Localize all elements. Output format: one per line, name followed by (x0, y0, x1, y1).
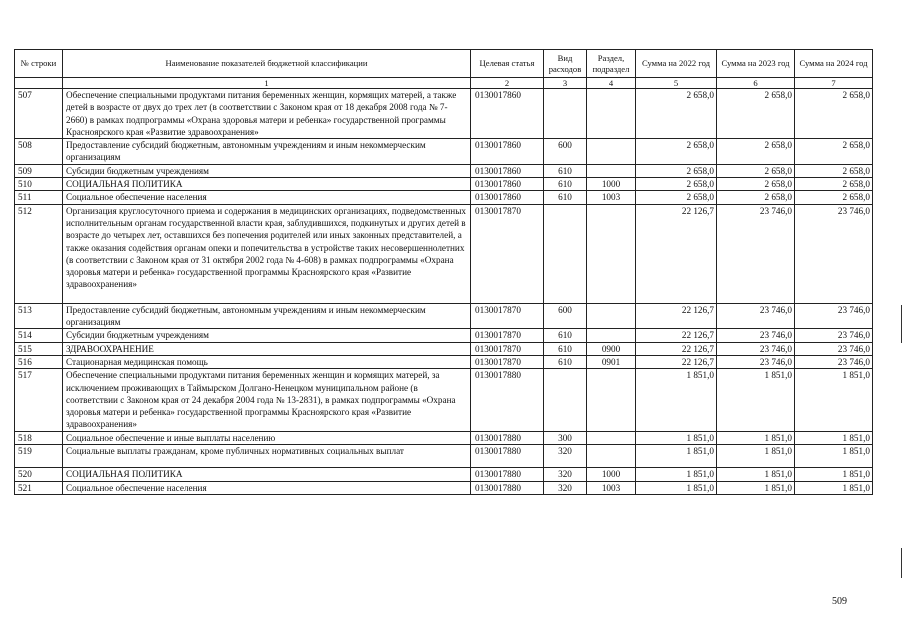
expense-type: 300 (544, 431, 587, 444)
table-row (15, 178, 873, 191)
sum-2024: 1 851,0 (795, 481, 873, 494)
sum-2024: 2 658,0 (795, 89, 873, 139)
table-row (15, 445, 873, 468)
sum-2024: 1 851,0 (795, 431, 873, 444)
row-number: 516 (15, 355, 63, 368)
sum-2024: 1 851,0 (795, 468, 873, 481)
table-body (15, 89, 873, 495)
expense-type: 610 (544, 164, 587, 177)
header-indicator-name: Наименование показателей бюджетной классификации (63, 50, 471, 78)
sum-2022: 1 851,0 (636, 431, 717, 444)
target-article: 0130017860 (471, 89, 544, 139)
header-sum-2022: Сумма на 2022 год (636, 50, 717, 78)
target-article: 0130017870 (471, 204, 544, 303)
column-number: 5 (636, 78, 717, 89)
sum-2023: 2 658,0 (717, 164, 795, 177)
sum-2022: 2 658,0 (636, 164, 717, 177)
indicator-name: Предоставление субсидий бюджетным, автономным учреждениям и иным некоммерческим организациям (63, 303, 471, 329)
target-article: 0130017860 (471, 178, 544, 191)
sum-2024: 1 851,0 (795, 369, 873, 431)
table-row (15, 468, 873, 481)
target-article: 0130017880 (471, 481, 544, 494)
target-article: 0130017860 (471, 139, 544, 165)
sum-2022: 2 658,0 (636, 89, 717, 139)
section-code (587, 445, 636, 468)
indicator-name: Организация круглосуточного приема и содержания в медицинских организациях, подведомственных исполнительным органам государственной власти края, заблудившихся, подкинутых и других детей в возрасте до четырех лет, оставшихся без попечения родителей или иных законных представителей, а также оказания содействия органам опеки и попечительства в устройстве таких несовершеннолетних (в соответствии с Законом края от 31 октября 2002 года № 4-608) в рамках подпрограммы «Охрана здоровья матери и ребенка» государственной программы Красноярского края «Развитие здравоохранения» (63, 204, 471, 303)
section-code: 1003 (587, 481, 636, 494)
sum-2022: 2 658,0 (636, 139, 717, 165)
sum-2023: 23 746,0 (717, 204, 795, 303)
section-code: 0901 (587, 355, 636, 368)
budget-table (14, 49, 873, 495)
row-number: 521 (15, 481, 63, 494)
sum-2024: 23 746,0 (795, 329, 873, 342)
expense-type: 320 (544, 445, 587, 468)
section-code (587, 139, 636, 165)
indicator-name: СОЦИАЛЬНАЯ ПОЛИТИКА (63, 178, 471, 191)
column-number: 7 (795, 78, 873, 89)
section-code (587, 204, 636, 303)
expense-type (544, 204, 587, 303)
indicator-name: Социальное обеспечение и иные выплаты населению (63, 431, 471, 444)
table-row (15, 191, 873, 204)
section-code: 0900 (587, 342, 636, 355)
indicator-name: Субсидии бюджетным учреждениям (63, 164, 471, 177)
indicator-name: Стационарная медицинская помощь (63, 355, 471, 368)
page-number: 509 (832, 596, 847, 607)
section-code: 1000 (587, 468, 636, 481)
sum-2024: 2 658,0 (795, 191, 873, 204)
column-number (15, 78, 63, 89)
table-row (15, 164, 873, 177)
target-article: 0130017880 (471, 468, 544, 481)
table-row (15, 204, 873, 303)
column-number-row (15, 78, 873, 89)
section-code: 1003 (587, 191, 636, 204)
sum-2022: 22 126,7 (636, 329, 717, 342)
indicator-name: Предоставление субсидий бюджетным, автономным учреждениям и иным некоммерческим организациям (63, 139, 471, 165)
row-number: 515 (15, 342, 63, 355)
table-row (15, 481, 873, 494)
target-article: 0130017870 (471, 342, 544, 355)
table-row (15, 303, 873, 329)
row-number: 512 (15, 204, 63, 303)
target-article: 0130017880 (471, 445, 544, 468)
scan-edge-mark (901, 305, 902, 343)
sum-2023: 1 851,0 (717, 481, 795, 494)
expense-type: 610 (544, 355, 587, 368)
section-code (587, 431, 636, 444)
indicator-name: Субсидии бюджетным учреждениям (63, 329, 471, 342)
table-row (15, 342, 873, 355)
table-row (15, 139, 873, 165)
sum-2023: 1 851,0 (717, 468, 795, 481)
table-row (15, 89, 873, 139)
sum-2024: 23 746,0 (795, 342, 873, 355)
table-row (15, 329, 873, 342)
sum-2023: 23 746,0 (717, 342, 795, 355)
row-number: 520 (15, 468, 63, 481)
row-number: 518 (15, 431, 63, 444)
row-number: 508 (15, 139, 63, 165)
sum-2023: 1 851,0 (717, 431, 795, 444)
sum-2024: 2 658,0 (795, 164, 873, 177)
sum-2022: 1 851,0 (636, 369, 717, 431)
sum-2022: 2 658,0 (636, 178, 717, 191)
sum-2022: 22 126,7 (636, 204, 717, 303)
sum-2023: 2 658,0 (717, 89, 795, 139)
sum-2024: 2 658,0 (795, 178, 873, 191)
table-row (15, 431, 873, 444)
row-number: 513 (15, 303, 63, 329)
sum-2024: 23 746,0 (795, 204, 873, 303)
header-expense-type: Вид расходов (544, 50, 587, 78)
budget-table-sheet (14, 49, 872, 495)
sum-2023: 2 658,0 (717, 178, 795, 191)
section-code (587, 164, 636, 177)
expense-type: 320 (544, 468, 587, 481)
section-code (587, 89, 636, 139)
sum-2023: 1 851,0 (717, 369, 795, 431)
sum-2023: 2 658,0 (717, 139, 795, 165)
indicator-name: Социальное обеспечение населения (63, 191, 471, 204)
sum-2022: 1 851,0 (636, 468, 717, 481)
row-number: 517 (15, 369, 63, 431)
sum-2023: 23 746,0 (717, 303, 795, 329)
expense-type: 610 (544, 178, 587, 191)
column-number: 2 (471, 78, 544, 89)
target-article: 0130017870 (471, 355, 544, 368)
scan-edge-mark (901, 548, 902, 578)
sum-2022: 2 658,0 (636, 191, 717, 204)
indicator-name: Обеспечение специальными продуктами питания беременных женщин, кормящих матерей, а также детей в возрасте от двух до трех лет (в соответствии с Законом края от 18 декабря 2008 года № 7-2660) в рамках подпрограммы «Охрана здоровья матери и ребенка» государственной программы Красноярского края «Развитие здравоохранения» (63, 89, 471, 139)
sum-2022: 1 851,0 (636, 481, 717, 494)
sum-2022: 1 851,0 (636, 445, 717, 468)
expense-type: 600 (544, 139, 587, 165)
sum-2023: 23 746,0 (717, 355, 795, 368)
expense-type (544, 89, 587, 139)
header-sum-2023: Сумма на 2023 год (717, 50, 795, 78)
target-article: 0130017880 (471, 431, 544, 444)
table-row (15, 355, 873, 368)
expense-type (544, 369, 587, 431)
sum-2023: 1 851,0 (717, 445, 795, 468)
target-article: 0130017880 (471, 369, 544, 431)
sum-2024: 1 851,0 (795, 445, 873, 468)
header-section: Раздел, подраздел (587, 50, 636, 78)
header-sum-2024: Сумма на 2024 год (795, 50, 873, 78)
section-code: 1000 (587, 178, 636, 191)
expense-type: 610 (544, 342, 587, 355)
row-number: 509 (15, 164, 63, 177)
row-number: 507 (15, 89, 63, 139)
column-number: 1 (63, 78, 471, 89)
expense-type: 610 (544, 191, 587, 204)
section-code (587, 303, 636, 329)
sum-2022: 22 126,7 (636, 342, 717, 355)
target-article: 0130017860 (471, 191, 544, 204)
indicator-name: ЗДРАВООХРАНЕНИЕ (63, 342, 471, 355)
header-row (15, 50, 873, 78)
row-number: 511 (15, 191, 63, 204)
row-number: 514 (15, 329, 63, 342)
indicator-name: Социальные выплаты гражданам, кроме публичных нормативных социальных выплат (63, 445, 471, 468)
indicator-name: СОЦИАЛЬНАЯ ПОЛИТИКА (63, 468, 471, 481)
header-target-article: Целевая статья (471, 50, 544, 78)
section-code (587, 369, 636, 431)
expense-type: 610 (544, 329, 587, 342)
indicator-name: Социальное обеспечение населения (63, 481, 471, 494)
table-row (15, 369, 873, 431)
sum-2022: 22 126,7 (636, 303, 717, 329)
sum-2024: 2 658,0 (795, 139, 873, 165)
section-code (587, 329, 636, 342)
expense-type: 320 (544, 481, 587, 494)
sum-2023: 23 746,0 (717, 329, 795, 342)
sum-2022: 22 126,7 (636, 355, 717, 368)
expense-type: 600 (544, 303, 587, 329)
row-number: 519 (15, 445, 63, 468)
indicator-name: Обеспечение специальными продуктами питания беременных женщин и кормящих матерей, за исключением проживающих в Таймырском Долгано-Ненецком муниципальном районе (в соответствии с Законом края от 24 декабря 2004 года № 13-2831), в рамках подпрограммы «Охрана здоровья матери и ребенка» государственной программы Красноярского края «Развитие здравоохранения» (63, 369, 471, 431)
column-number: 6 (717, 78, 795, 89)
column-number: 4 (587, 78, 636, 89)
target-article: 0130017870 (471, 303, 544, 329)
row-number: 510 (15, 178, 63, 191)
target-article: 0130017870 (471, 329, 544, 342)
sum-2023: 2 658,0 (717, 191, 795, 204)
sum-2024: 23 746,0 (795, 303, 873, 329)
sum-2024: 23 746,0 (795, 355, 873, 368)
column-number: 3 (544, 78, 587, 89)
target-article: 0130017860 (471, 164, 544, 177)
header-row-number: № строки (15, 50, 63, 78)
